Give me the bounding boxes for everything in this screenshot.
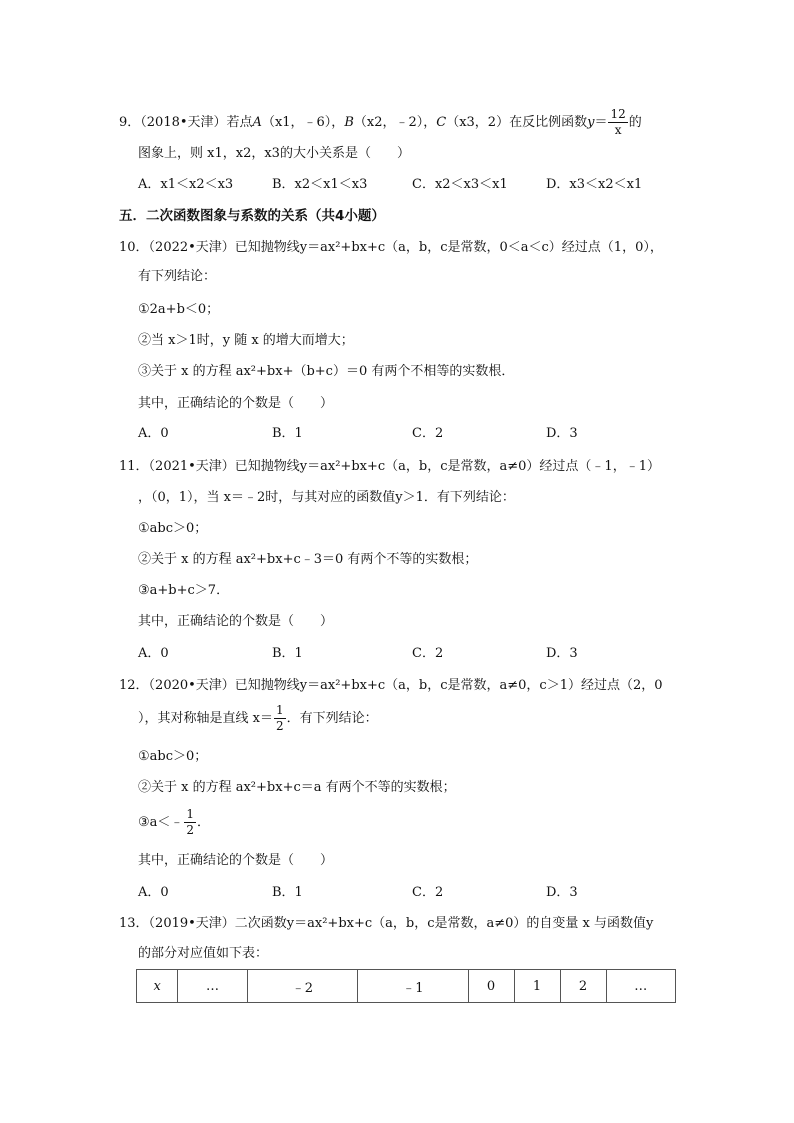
q10-option-a[interactable]: A．0 [138, 426, 169, 441]
q11-option-a[interactable]: A．0 [138, 646, 169, 661]
question-9-line-2: 图象上，则 x1，x2，x3的大小关系是（ ） [138, 146, 410, 161]
table-cell: 2 [560, 970, 606, 1003]
q12-statement-3: ③a＜﹣ $\frac{1}{2}$ ． [138, 807, 211, 837]
question-10-line-1: 10．（2022•天津）已知抛物线y＝ax²+bx+c（a，b，c是常数，0＜a＜c）经过点（1，0）， [119, 240, 663, 255]
question-13-line-1: 13．（2019•天津）二次函数y＝ax²+bx+c（a，b，c是常数，a≠0）的自变量 x 与函数值y [119, 916, 654, 931]
question-10-line-2: 有下列结论： [138, 269, 217, 284]
q12-option-b[interactable]: B．1 [272, 885, 303, 900]
table-row [137, 970, 676, 1003]
question-11-line-2: ，（0，1），当 x＝﹣2时，与其对应的函数值y＞1．有下列结论： [138, 490, 515, 505]
table-cell: … [178, 970, 247, 1003]
q10-question: 其中，正确结论的个数是（ ） [138, 396, 334, 411]
question-11-number: 11． [119, 459, 149, 474]
question-10-number: 10． [119, 240, 149, 255]
q9-option-d[interactable]: D．x3＜x2＜x1 [546, 177, 643, 192]
q9-option-a[interactable]: A．x1＜x2＜x3 [138, 177, 234, 192]
q10-statement-1: ①2a+b＜0； [138, 302, 220, 317]
q11-statement-1: ①abc＞0； [138, 521, 208, 536]
q12-option-c[interactable]: C．2 [412, 885, 444, 900]
table-cell: 0 [468, 970, 514, 1003]
fraction-one-half: $\frac{1}{2}$ [186, 807, 195, 837]
table-cell: 1 [514, 970, 560, 1003]
q12-statement-2: ②关于 x 的方程 ax²+bx+c＝a 有两个不等的实数根； [138, 780, 456, 795]
q12-statement-1: ①abc＞0； [138, 749, 208, 764]
q10-option-d[interactable]: D．3 [546, 426, 578, 441]
q12-question: 其中，正确结论的个数是（ ） [138, 853, 334, 868]
table-cell: ﹣1 [358, 970, 468, 1003]
question-11-line-1: 11．（2021•天津）已知抛物线y＝ax²+bx+c（a，b，c是常数，a≠0）经过点（﹣1，﹣1） [119, 459, 660, 474]
q10-option-b[interactable]: B．1 [272, 426, 303, 441]
question-12-line-2: ），其对称轴是直线 x＝ $\frac{1}{2}$ ．有下列结论： [138, 703, 378, 733]
q10-option-c[interactable]: C．2 [412, 426, 444, 441]
q12-option-a[interactable]: A．0 [138, 885, 169, 900]
table-cell: ﹣2 [247, 970, 357, 1003]
section-heading: 五．二次函数图象与系数的关系（共4小题） [119, 208, 385, 224]
q9-option-b[interactable]: B．x2＜x1＜x3 [272, 177, 368, 192]
q10-statement-2: ②当 x＞1时，y 随 x 的增大而增大； [138, 333, 354, 348]
question-13-line-2: 的部分对应值如下表： [138, 946, 269, 961]
q11-statement-2: ②关于 x 的方程 ax²+bx+c﹣3＝0 有两个不等的实数根； [138, 552, 478, 567]
question-13-number: 13． [119, 916, 149, 931]
q11-option-b[interactable]: B．1 [272, 646, 303, 661]
table-cell: x [137, 970, 178, 1003]
fraction-one-half: $\frac{1}{2}$ [275, 703, 284, 733]
q10-statement-3: ③关于 x 的方程 ax²+bx+（b+c）＝0 有两个不相等的实数根． [138, 364, 515, 379]
q11-question: 其中，正确结论的个数是（ ） [138, 614, 334, 629]
question-12-number: 12． [119, 678, 149, 693]
question-12-line-1: 12．（2020•天津）已知抛物线y＝ax²+bx+c（a，b，c是常数，a≠0，c＞1）经过点（2，0 [119, 678, 663, 693]
q11-option-d[interactable]: D．3 [546, 646, 578, 661]
fraction-12-over-x: $\frac{12}{x}$ [610, 107, 626, 137]
q11-option-c[interactable]: C．2 [412, 646, 444, 661]
question-9-line-1: 9．（2018•天津）若点A（x1，﹣6），B（x2，﹣2），C（x3，2）在反比例函数y＝ $\frac{12}{x}$ 的 [119, 107, 642, 137]
value-table [136, 969, 676, 1003]
q9-option-c[interactable]: C．x2＜x3＜x1 [412, 177, 508, 192]
q11-statement-3: ③a+b+c＞7． [138, 583, 230, 598]
q12-option-d[interactable]: D．3 [546, 885, 578, 900]
question-9-number: 9． [119, 115, 141, 130]
table-cell: … [606, 970, 675, 1003]
